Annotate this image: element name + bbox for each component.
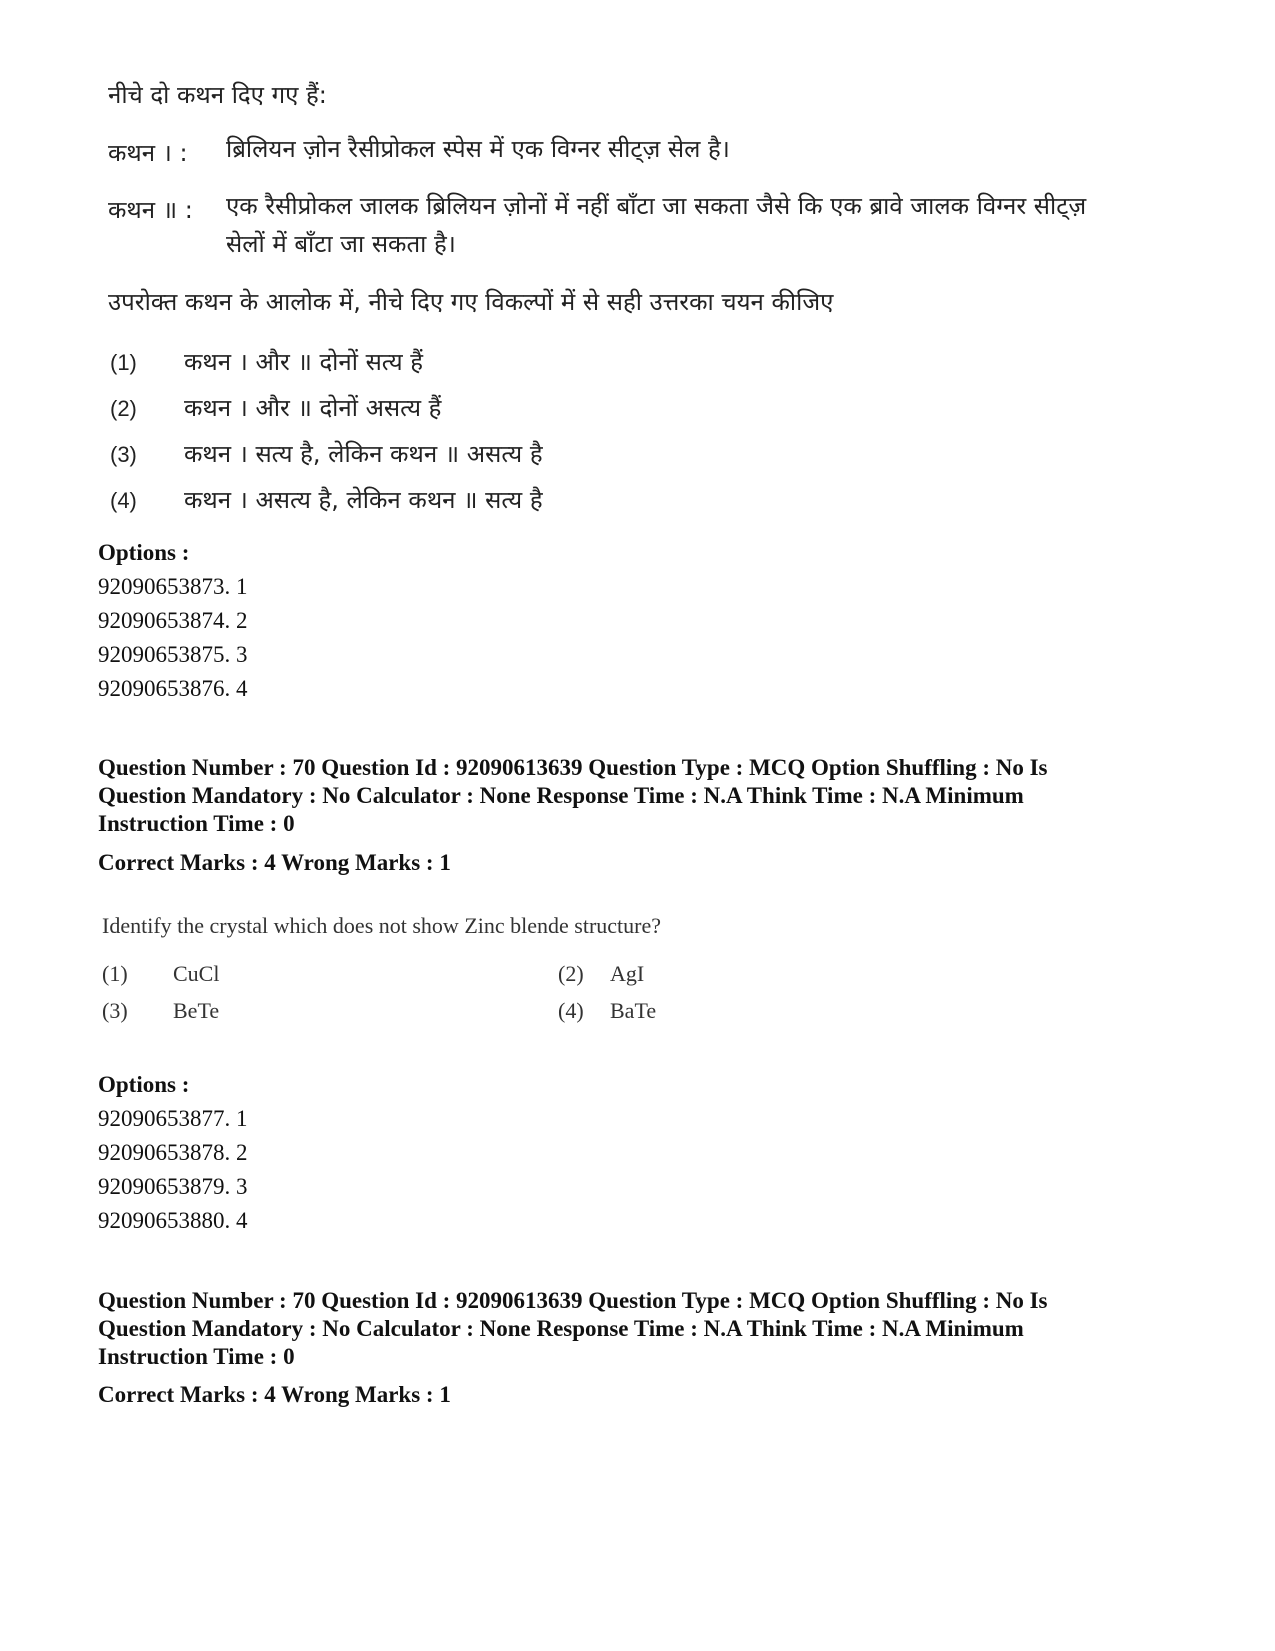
hindi-instruction: उपरोक्त कथन के आलोक में, नीचे दिए गए विकल्पों में से सही उत्तरका चयन कीजिए <box>108 288 834 316</box>
hindi-choice-text: कथन । सत्य है, लेकिन कथन ॥ असत्य है <box>184 440 543 468</box>
english-choice-num: (2) <box>558 961 584 986</box>
english-choice-text: BeTe <box>173 998 220 1023</box>
question-meta-line: Question Number : 70 Question Id : 92090613639 Question Type : MCQ Option Shuffling : No Is <box>98 755 1048 780</box>
hindi-choice-num: (1) <box>110 350 137 375</box>
hindi-choice-text: कथन । असत्य है, लेकिन कथन ॥ सत्य है <box>184 486 543 514</box>
english-question-text: Identify the crystal which does not show Zinc blende structure? <box>102 913 662 938</box>
option-line: 92090653875. 3 <box>98 642 248 667</box>
hindi-choice-text: कथन । और ॥ दोनों असत्य हैं <box>184 394 442 422</box>
option-line: 92090653880. 4 <box>98 1208 248 1233</box>
question-meta <box>98 754 1178 838</box>
hindi-choice-num: (3) <box>110 442 137 467</box>
question-meta-line: Question Mandatory : No Calculator : None Response Time : N.A Think Time : N.A Minimum <box>98 783 1024 808</box>
english-choice-num: (3) <box>102 998 128 1023</box>
english-choice-text: CuCl <box>173 961 220 986</box>
question-marks: Correct Marks : 4 Wrong Marks : 1 <box>98 1382 451 1407</box>
option-line: 92090653879. 3 <box>98 1174 248 1199</box>
hindi-choice-num: (2) <box>110 396 137 421</box>
statement-2-text: एक रैसीप्रोकल जालक ब्रिलियन ज़ोनों में नहीं बाँटा जा सकता जैसे कि एक ब्रावे जालक विग्नर सीट्ज़ सेलों में बाँटा जा सकता है। <box>226 192 1087 258</box>
question-marks: Correct Marks : 4 Wrong Marks : 1 <box>98 850 451 875</box>
option-line: 92090653873. 1 <box>98 574 248 599</box>
hindi-choice-text: कथन । और ॥ दोनों सत्य हैं <box>184 348 424 376</box>
statement-2-label: कथन ॥ : <box>108 196 193 224</box>
statement-1-text: ब्रिलियन ज़ोन रैसीप्रोकल स्पेस में एक विग्नर सीट्ज़ सेल है। <box>226 135 730 163</box>
options-heading: Options : <box>98 540 190 565</box>
option-line: 92090653876. 4 <box>98 676 248 701</box>
hindi-choice-num: (4) <box>110 488 137 513</box>
english-choice-num: (1) <box>102 961 128 986</box>
hindi-question-intro: नीचे दो कथन दिए गए हैं: <box>108 81 327 109</box>
question-meta <box>98 1287 1178 1371</box>
english-choice-num: (4) <box>558 998 584 1023</box>
options-heading: Options : <box>98 1072 190 1097</box>
english-choice-text: AgI <box>610 961 645 986</box>
question-meta-line: Question Number : 70 Question Id : 92090613639 Question Type : MCQ Option Shuffling : No Is <box>98 1288 1048 1313</box>
option-line: 92090653877. 1 <box>98 1106 248 1131</box>
statement-1-label: कथन । : <box>108 139 188 167</box>
english-choice-text: BaTe <box>610 998 657 1023</box>
question-meta-line: Instruction Time : 0 <box>98 811 295 836</box>
question-meta-line: Instruction Time : 0 <box>98 1344 295 1369</box>
option-line: 92090653878. 2 <box>98 1140 248 1165</box>
question-meta-line: Question Mandatory : No Calculator : None Response Time : N.A Think Time : N.A Minimum <box>98 1316 1024 1341</box>
option-line: 92090653874. 2 <box>98 608 248 633</box>
